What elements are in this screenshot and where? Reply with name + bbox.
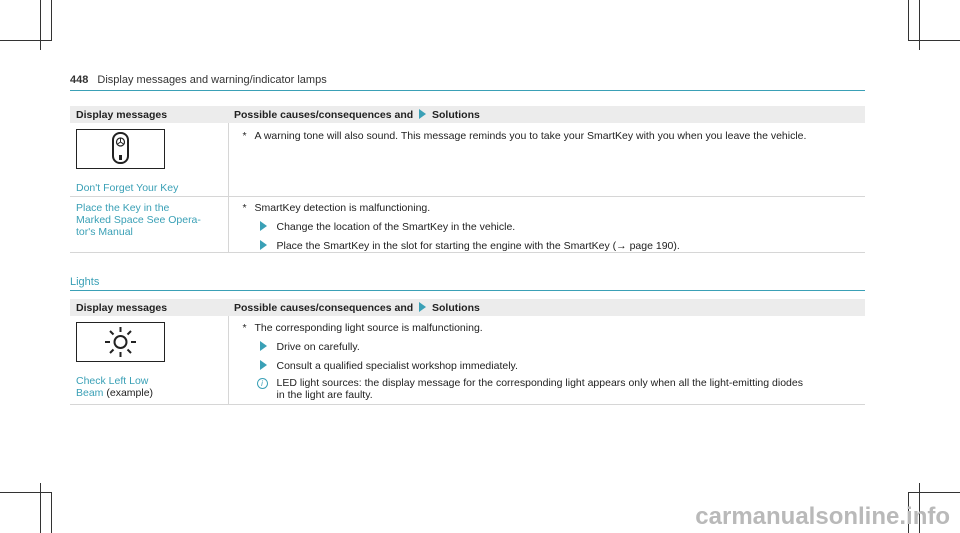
cause-star: * [242, 130, 247, 142]
message-cell [70, 123, 228, 196]
message-example-note: (example) [106, 387, 154, 399]
info-note [243, 377, 866, 401]
header-causes-label: Possible causes/consequences and [234, 301, 414, 314]
smartkey-icon [77, 130, 164, 168]
display-frame [76, 129, 165, 169]
crop-mark [908, 0, 909, 40]
message-cell [70, 196, 228, 252]
message-line: Beam [76, 387, 104, 399]
crop-mark [51, 492, 52, 533]
section-title-lights: Lights [70, 276, 100, 288]
causes-cell [228, 196, 865, 252]
table-row [70, 316, 865, 404]
smartkey-message-table [70, 106, 865, 253]
crop-mark [40, 0, 41, 50]
message-dont-forget-key: Don't Forget Your Key [76, 182, 179, 194]
solution-step [243, 240, 866, 252]
cause-line [243, 130, 866, 142]
crop-mark [0, 40, 52, 41]
header-display-messages: Display messages [70, 299, 228, 316]
lights-message-table [70, 299, 865, 405]
message-line: Marked Space See Opera- [76, 213, 201, 226]
message-cell [70, 316, 228, 404]
step-text: Drive on carefully. [276, 341, 360, 353]
message-place-key [76, 202, 228, 238]
header-display-messages: Display messages [70, 106, 228, 123]
watermark: carmanualsonline.info [695, 503, 950, 530]
solutions-arrow-icon [419, 302, 426, 312]
message-check-low-beam [76, 375, 228, 399]
display-frame [76, 322, 165, 362]
crop-mark [908, 492, 960, 493]
crop-mark [40, 483, 41, 533]
light-bulb-icon [77, 323, 164, 361]
step-arrow-icon [260, 341, 267, 351]
section-divider [70, 290, 865, 291]
header-causes-solutions [228, 106, 865, 123]
cause-line [243, 202, 866, 214]
causes-cell [228, 123, 865, 196]
table-header-row [70, 106, 865, 123]
solution-step [243, 360, 866, 372]
table-row [70, 123, 865, 196]
header-causes-solutions [228, 299, 865, 316]
header-solutions-label: Solutions [432, 301, 480, 314]
page-number: 448 [70, 74, 89, 86]
crop-mark [51, 0, 52, 40]
cause-text: A warning tone will also sound. This message reminds you to take your SmartKey with you when you leave the vehicle. [254, 130, 807, 142]
solutions-arrow-icon [419, 109, 426, 119]
crop-mark [919, 0, 920, 50]
cause-line [243, 322, 866, 334]
cause-star: * [242, 322, 247, 334]
info-text: LED light sources: the display message for the corresponding light appears only when all the light-emitting diodes [276, 377, 803, 389]
step-arrow-icon [260, 240, 267, 250]
table-header-row [70, 299, 865, 316]
cause-star: * [242, 201, 247, 214]
solution-step [243, 221, 866, 233]
page-header [70, 74, 327, 86]
step-text: Change the location of the SmartKey in the vehicle. [276, 220, 516, 233]
table-row [70, 196, 865, 252]
message-line: Check Left Low [76, 375, 149, 387]
crop-mark [0, 492, 52, 493]
step-text: Consult a qualified specialist workshop immediately. [276, 360, 518, 372]
step-arrow-icon [260, 221, 267, 231]
message-line: Place the Key in the [76, 201, 170, 214]
header-divider [70, 90, 865, 91]
solution-step [243, 341, 866, 353]
causes-cell [228, 316, 865, 404]
cause-text: The corresponding light source is malfunctioning. [254, 322, 483, 334]
info-text: in the light are faulty. [276, 389, 373, 401]
cause-text: SmartKey detection is malfunctioning. [254, 201, 431, 214]
info-icon: i [257, 378, 268, 389]
header-solutions-label: Solutions [432, 108, 480, 121]
crop-mark [908, 40, 960, 41]
page-title: Display messages and warning/indicator lamps [97, 74, 327, 86]
step-text: Place the SmartKey in the slot for starting the engine with the SmartKey (→ page 190). [276, 239, 680, 252]
header-causes-label: Possible causes/consequences and [234, 108, 414, 121]
step-arrow-icon [260, 360, 267, 370]
message-line: tor's Manual [76, 225, 133, 238]
